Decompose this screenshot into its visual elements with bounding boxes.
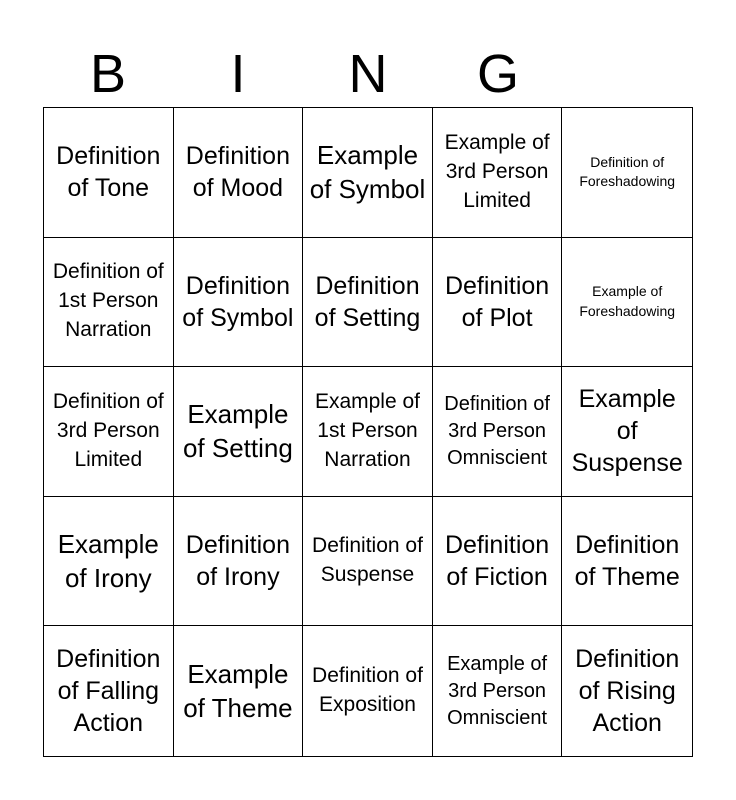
bingo-cell[interactable] xyxy=(433,626,563,756)
cell-text: Definition of Symbol xyxy=(182,271,294,332)
bingo-header xyxy=(43,40,693,108)
cell-text: Definition of Theme xyxy=(574,531,680,592)
bingo-cell[interactable] xyxy=(433,497,563,627)
cell-text: Example of Suspense xyxy=(571,385,683,478)
cell-text: Example of 3rd Person Omniscient xyxy=(447,652,548,729)
bingo-cell[interactable] xyxy=(562,238,692,368)
cell-text: Definition of Irony xyxy=(185,531,290,592)
cell-text: Definition of Tone xyxy=(56,142,161,203)
bingo-cell[interactable] xyxy=(174,367,304,497)
cell-text: Definition of Foreshadowing xyxy=(579,153,676,190)
bingo-cell[interactable] xyxy=(174,238,304,368)
header-letter-b: B xyxy=(89,44,127,104)
bingo-cell[interactable] xyxy=(562,367,692,497)
bingo-cell[interactable] xyxy=(303,497,433,627)
cell-text: Example of Setting xyxy=(182,398,293,464)
cell-text: Example of 1st Person Narration xyxy=(314,390,421,471)
bingo-cell[interactable] xyxy=(44,238,174,368)
bingo-cell[interactable] xyxy=(303,626,433,756)
header-letter-i: I xyxy=(230,44,246,104)
header-letter-n: N xyxy=(348,44,388,104)
bingo-cell[interactable] xyxy=(562,626,692,756)
bingo-cell[interactable] xyxy=(433,238,563,368)
cell-text: Example of Foreshadowing xyxy=(579,283,676,319)
bingo-cell[interactable] xyxy=(174,108,304,238)
bingo-cell[interactable] xyxy=(562,497,692,627)
cell-text: Definition of Rising Action xyxy=(575,645,680,738)
cell-text: Example of 3rd Person Limited xyxy=(444,130,550,212)
bingo-cell[interactable] xyxy=(44,626,174,756)
bingo-board xyxy=(43,107,693,757)
cell-text: Definition of 1st Person Narration xyxy=(52,260,164,342)
bingo-cell[interactable] xyxy=(303,367,433,497)
cell-text: Definition of Mood xyxy=(185,142,290,203)
bingo-cell[interactable] xyxy=(303,108,433,238)
cell-text: Definition of Setting xyxy=(314,271,421,332)
cell-text: Definition of Fiction xyxy=(444,531,550,592)
bingo-cell[interactable] xyxy=(562,108,692,238)
cell-text: Definition of Plot xyxy=(444,271,550,332)
bingo-cell[interactable] xyxy=(174,626,304,756)
cell-text: Definition of 3rd Person Limited xyxy=(52,390,164,471)
bingo-cell[interactable] xyxy=(44,497,174,627)
bingo-cell[interactable] xyxy=(433,108,563,238)
bingo-cell[interactable] xyxy=(303,238,433,368)
cell-text: Definition of Exposition xyxy=(312,664,423,717)
cell-text: Example of Irony xyxy=(57,528,159,594)
bingo-cell[interactable] xyxy=(433,367,563,497)
header-letter-g: G xyxy=(476,44,519,104)
cell-text: Definition of 3rd Person Omniscient xyxy=(444,392,550,469)
cell-text: Definition of Suspense xyxy=(312,534,423,587)
cell-text: Example of Symbol xyxy=(309,139,426,205)
bingo-cell[interactable] xyxy=(174,497,304,627)
bingo-cell[interactable] xyxy=(44,108,174,238)
cell-text: Example of Theme xyxy=(183,658,293,724)
header-letter-empty xyxy=(563,40,693,108)
cell-text: Definition of Falling Action xyxy=(56,645,161,738)
bingo-cell[interactable] xyxy=(44,367,174,497)
